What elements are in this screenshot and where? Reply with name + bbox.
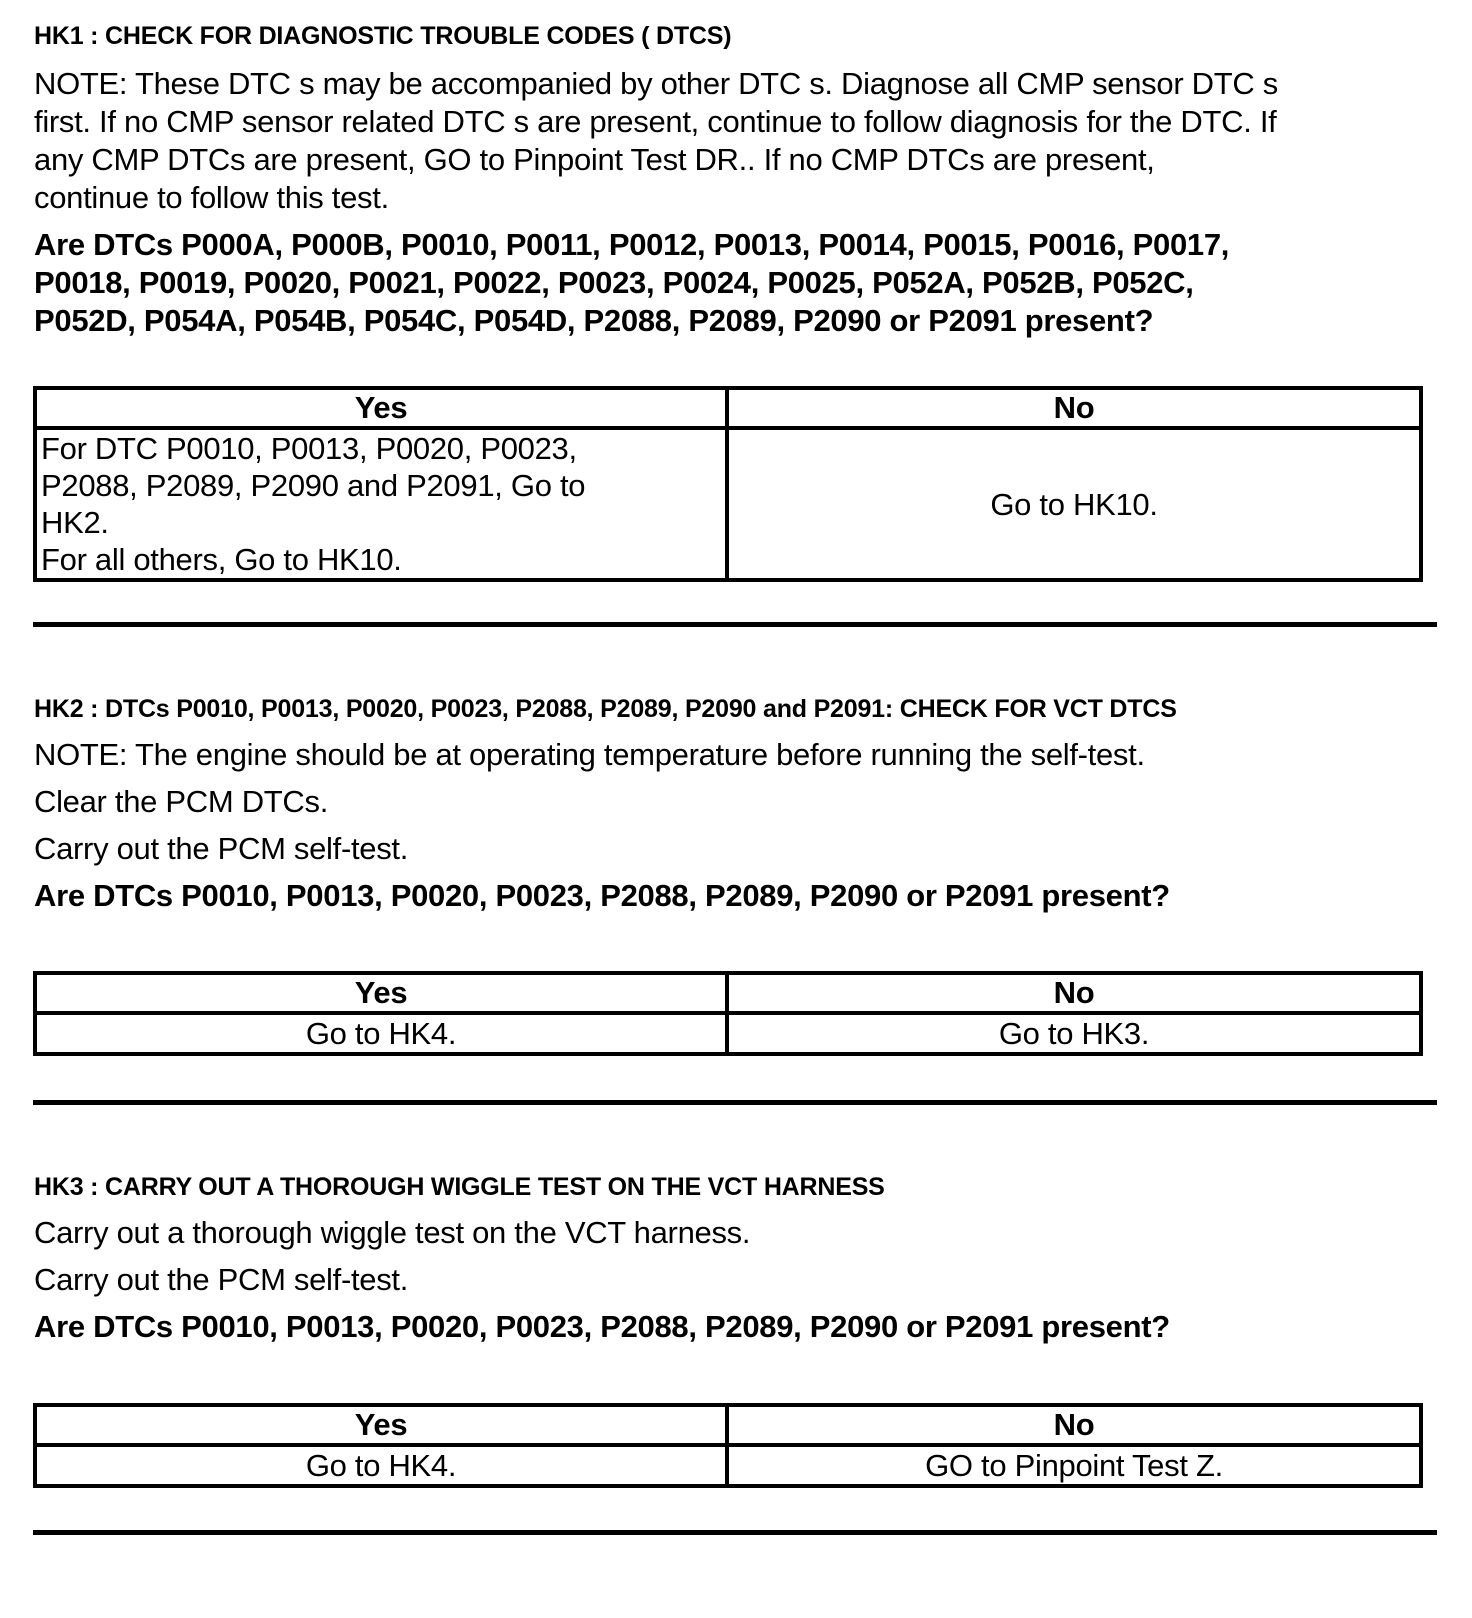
section-divider [33, 1100, 1437, 1105]
no-header: No [727, 973, 1421, 1013]
no-cell: Go to HK3. [727, 1013, 1421, 1054]
note-line: any CMP DTCs are present, GO to Pinpoint Test DR.. If no CMP DTCs are present, [34, 142, 1155, 177]
instruction-line: Clear the PCM DTCs. [34, 784, 329, 819]
step-title: HK2 : DTCs P0010, P0013, P0020, P0023, P2088, P2089, P2090 and P2091: CHECK FOR VCT DTCS [34, 695, 1177, 723]
instruction-line: NOTE: The engine should be at operating temperature before running the self-test. [34, 737, 1145, 772]
instruction-line: Carry out the PCM self-test. [34, 831, 409, 866]
yes-line: P2088, P2089, P2090 and P2091, Go to [41, 468, 586, 503]
question-line: P052D, P054A, P054B, P054C, P054D, P2088, P2089, P2090 or P2091 present? [34, 303, 1154, 338]
no-header: No [727, 1405, 1421, 1445]
note-paragraph [34, 65, 1436, 217]
yes-line: For all others, Go to HK10. [41, 542, 402, 577]
step-hk3 [34, 1172, 1436, 1346]
yes-cell [35, 428, 727, 580]
instruction-line: Carry out the PCM self-test. [34, 1262, 409, 1297]
step-title: HK3 : CARRY OUT A THOROUGH WIGGLE TEST ON THE VCT HARNESS [34, 1173, 885, 1201]
yes-line: HK2. [41, 505, 109, 540]
step-hk2 [34, 694, 1436, 915]
question-line: P0018, P0019, P0020, P0021, P0022, P0023, P0024, P0025, P052A, P052B, P052C, [34, 265, 1194, 300]
note-line: NOTE: These DTC s may be accompanied by other DTC s. Diagnose all CMP sensor DTC s [34, 66, 1278, 101]
instruction-line: Carry out a thorough wiggle test on the VCT harness. [34, 1215, 751, 1250]
yes-line: For DTC P0010, P0013, P0020, P0023, [41, 431, 577, 466]
no-header: No [727, 388, 1421, 428]
step-title: HK1 : CHECK FOR DIAGNOSTIC TROUBLE CODES ( DTCS) [34, 22, 732, 50]
no-cell: GO to Pinpoint Test Z. [727, 1445, 1421, 1486]
step-hk1 [34, 21, 1436, 340]
yes-header: Yes [35, 1405, 727, 1445]
no-cell: Go to HK10. [727, 428, 1421, 580]
yes-no-table-hk2 [33, 971, 1423, 1056]
question [34, 226, 1436, 340]
note-line: first. If no CMP sensor related DTC s are present, continue to follow diagnosis for the DTC. If [34, 104, 1277, 139]
yes-header: Yes [35, 388, 727, 428]
note-line: continue to follow this test. [34, 180, 389, 215]
yes-no-table-hk3 [33, 1403, 1423, 1488]
yes-cell: Go to HK4. [35, 1445, 727, 1486]
section-divider [33, 622, 1437, 627]
question-line: Are DTCs P000A, P000B, P0010, P0011, P0012, P0013, P0014, P0015, P0016, P0017, [34, 227, 1230, 262]
question-line: Are DTCs P0010, P0013, P0020, P0023, P2088, P2089, P2090 or P2091 present? [34, 878, 1170, 913]
yes-no-table-hk1 [33, 386, 1423, 582]
question-line: Are DTCs P0010, P0013, P0020, P0023, P2088, P2089, P2090 or P2091 present? [34, 1309, 1170, 1344]
section-divider [33, 1530, 1437, 1535]
yes-header: Yes [35, 973, 727, 1013]
yes-cell: Go to HK4. [35, 1013, 727, 1054]
